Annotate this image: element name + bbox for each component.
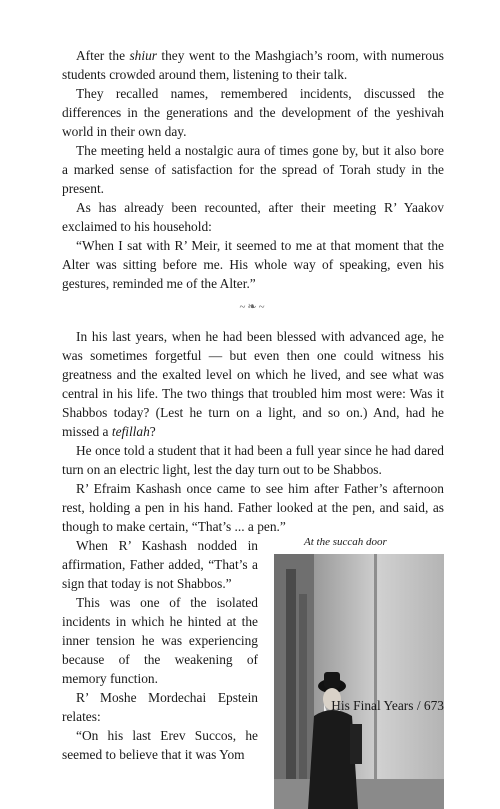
section-ornament: ~❧~ bbox=[239, 301, 267, 313]
narrow-paragraph: R’ Moshe Mordechai Epstein relates: bbox=[62, 690, 258, 724]
top-paragraph: After the shiur they went to the Mashgiach’s room, with numerous students crowded around them, listening to their talk. bbox=[62, 48, 445, 82]
top-paragraph: They recalled names, remembered incidents, discussed the differences in the generations and the development of the yeshivah world in their own day. bbox=[62, 86, 444, 139]
body-text bbox=[62, 46, 444, 764]
narrow-paragraph: When R’ Kashash nodded in affirmation, Father added, “That’s a sign that today is not Shabbos.” bbox=[62, 538, 258, 591]
footer-separator: / bbox=[416, 698, 421, 713]
narrow-paragraph: This was one of the isolated incidents in which he hinted at the inner tension he was experiencing because of the weakening of memory function. bbox=[62, 595, 258, 686]
top-paragraph: The meeting held a nostalgic aura of times gone by, but it also bore a marked sense of satisfaction for the spread of Torah study in the present. bbox=[62, 143, 444, 196]
narrow-paragraph: “On his last Erev Succos, he seemed to believe that it was Yom bbox=[62, 728, 258, 762]
top-paragraph: “When I sat with R’ Meir, it seemed to me at that moment that the Alter was sitting before me. His whole way of speaking, even his gestures, reminded me of the Alter.” bbox=[62, 238, 444, 291]
photo-rabbi-at-succah-door bbox=[274, 554, 444, 809]
mid-paragraph: He once told a student that it had been a full year since he had dared turn on an electric light, lest the day turn out to be Shabbos. bbox=[62, 443, 444, 477]
running-head: His Final Years bbox=[331, 698, 414, 713]
photo-caption: At the succah door bbox=[304, 536, 387, 548]
page-footer bbox=[331, 698, 444, 714]
mid-paragraph: R’ Efraim Kashash once came to see him after Father’s afternoon rest, holding a pen in his hand. Father looked at the pen, and said, as though to make certain, “That’s ... a pen.” bbox=[62, 481, 444, 534]
mid-paragraph: In his last years, when he had been blessed with advanced age, he was sometimes forgetful — but even then one could witness his greatness and the exalted level on which he lived, and see what was central in his life. The two things that troubled him most were: Was it Shabbos today? (Lest he turn on a light, and so on.) And, had he missed a tefillah? bbox=[62, 329, 444, 439]
top-paragraph: As has already been recounted, after their meeting R’ Yaakov exclaimed to his household: bbox=[62, 200, 444, 234]
photo-wrap-section bbox=[62, 536, 444, 764]
page-number: 673 bbox=[423, 698, 444, 713]
photo-block bbox=[274, 536, 444, 809]
